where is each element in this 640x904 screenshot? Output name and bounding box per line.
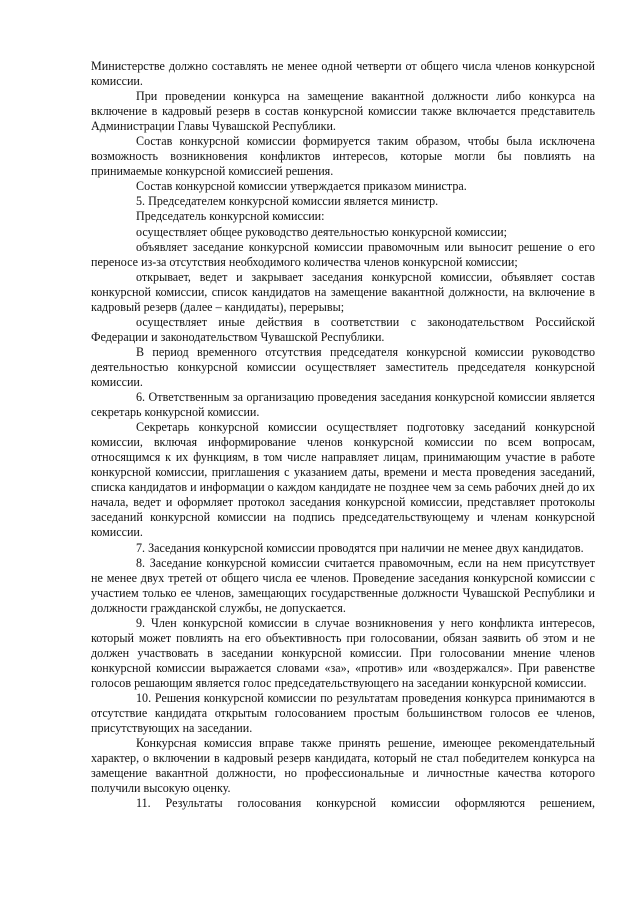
paragraph-6: Председатель конкурсной комиссии: <box>136 209 325 224</box>
paragraph-15: 8. Заседание конкурсной комиссии считается правомочным, если на нем присутствует не менее двух третей от общего числа ее членов. Проведение заседания конкурсной комиссии с участием только ее членов, замещающих государственные должности Чувашской Республики и должности гражданской службы, не допускается. <box>91 555 595 615</box>
paragraph-3: Состав конкурсной комиссии формируется таким образом, чтобы была исключена возможность возникновения конфликтов интересов, которые могли бы повлиять на принимаемые конкурсной комиссией решения. <box>91 134 595 179</box>
paragraph-7: осуществляет общее руководство деятельностью конкурсной комиссии; <box>136 224 507 239</box>
paragraph-1: Министерстве должно составлять не менее одной четверти от общего числа членов конкурсной комиссии. <box>91 59 595 89</box>
paragraph-9: открывает, ведет и закрывает заседания конкурсной комиссии, объявляет состав конкурсной комиссии, список кандидатов на замещение вакантной должности, на включение в кадровый резерв (далее – кандидаты), перерывы; <box>91 269 595 314</box>
document-page <box>91 59 595 811</box>
paragraph-16: 9. Член конкурсной комиссии в случае возникновения у него конфликта интересов, который может повлиять на его объективность при голосовании, обязан заявить об этом и не должен участвовать в заседании конкурсной комиссии. При голосовании мнение членов конкурсной комиссии выражается словами «за», «против» или «воздержался». При равенстве голосов решающим является голос председательствующего на заседании конкурсной комиссии. <box>91 615 595 690</box>
paragraph-13: Секретарь конкурсной комиссии осуществляет подготовку заседаний конкурсной комиссии, включая информирование членов конкурсной комиссии по всем вопросам, относящимся к их функциям, в том числе направляет лицам, принимающим участие в работе конкурсной комиссии, приглашения с указанием даты, времени и места проведения заседаний, списка кандидатов и информации о каждом кандидате не позднее чем за семь рабочих дней до их начала, ведет и оформляет протокол заседания конкурсной комиссии, представляет протоколы заседаний конкурсной комиссии на подпись председательствующему и членам конкурсной комиссии. <box>91 420 595 540</box>
paragraph-4: Состав конкурсной комиссии утверждается приказом министра. <box>136 179 467 194</box>
paragraph-17: 10. Решения конкурсной комиссии по результатам проведения конкурса принимаются в отсутствие кандидата открытым голосованием простым большинством голосов ее членов, присутствующих на заседании. <box>91 690 595 736</box>
paragraph-18: Конкурсная комиссия вправе также принять решение, имеющее рекомендательный характер, о включении в кадровый резерв кандидата, который не стал победителем конкурса на замещение вакантной должности, но профессиональные и личностные качества которого получили высокую оценку. <box>91 736 595 796</box>
paragraph-12: 6. Ответственным за организацию проведения заседания конкурсной комиссии является секретарь конкурсной комиссии. <box>91 390 595 420</box>
paragraph-8: объявляет заседание конкурсной комиссии правомочным или выносит решение о его переносе из-за отсутствия необходимого количества членов конкурсной комиссии; <box>91 239 595 269</box>
paragraph-19: 11. Результаты голосования конкурсной комиссии оформляются решением, <box>136 796 595 811</box>
paragraph-10: осуществляет иные действия в соответствии с законодательством Российской Федерации и законодательством Чувашской Республики. <box>91 314 595 344</box>
paragraph-5: 5. Председателем конкурсной комиссии является министр. <box>136 194 439 209</box>
paragraph-11: В период временного отсутствия председателя конкурсной комиссии руководство деятельностью конкурсной комиссии осуществляет заместитель председателя конкурсной комиссии. <box>91 344 595 389</box>
paragraph-2: При проведении конкурса на замещение вакантной должности либо конкурса на включение в кадровый резерв в состав конкурсной комиссии также включается представитель Администрации Главы Чувашской Республики. <box>91 89 595 134</box>
paragraph-14: 7. Заседания конкурсной комиссии проводятся при наличии не менее двух кандидатов. <box>136 540 584 555</box>
